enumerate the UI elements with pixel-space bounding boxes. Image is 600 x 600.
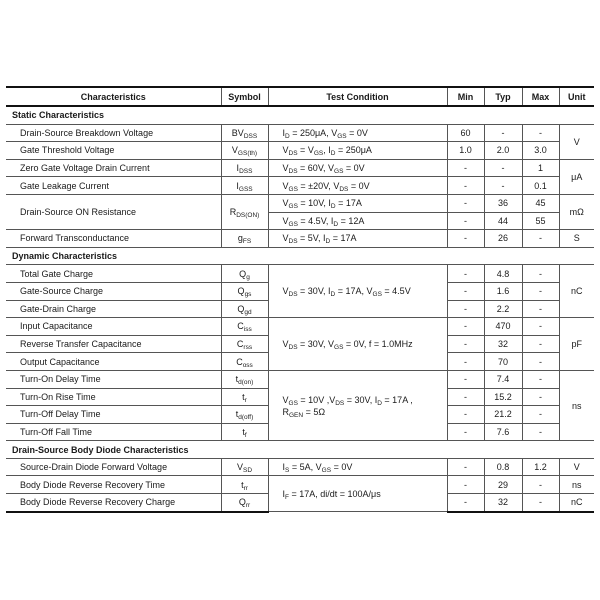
header-max: Max: [522, 87, 559, 106]
unit: pF: [559, 318, 594, 371]
symbol: $g_{FS}$: [221, 230, 268, 248]
typ-value: 0.8: [484, 458, 522, 476]
symbol: $C_{iss}$: [221, 318, 268, 336]
symbol: $I_{GSS}$: [221, 177, 268, 195]
max-value: 3.0: [522, 142, 559, 160]
param-name: Source-Drain Diode Forward Voltage: [6, 458, 221, 476]
param-name: Forward Transconductance: [6, 230, 221, 248]
electrical-characteristics-table: [6, 86, 594, 513]
min-value: -: [447, 423, 484, 441]
unit: μA: [559, 159, 594, 194]
param-name: Gate-Source Charge: [6, 282, 221, 300]
symbol: $C_{oss}$: [221, 353, 268, 371]
param-name: Input Capacitance: [6, 318, 221, 336]
typ-value: 36: [484, 194, 522, 212]
typ-value: 15.2: [484, 388, 522, 406]
symbol: $C_{rss}$: [221, 335, 268, 353]
unit: ns: [559, 476, 594, 494]
symbol: $t_{d(on)}$: [221, 370, 268, 388]
unit: V: [559, 124, 594, 159]
header-test-condition: Test Condition: [268, 87, 447, 106]
min-value: -: [447, 388, 484, 406]
param-name: Total Gate Charge: [6, 265, 221, 283]
row-bvdss: [6, 124, 594, 142]
header-row: [6, 87, 594, 106]
param-name: Drain-Source Breakdown Voltage: [6, 124, 221, 142]
param-name: Reverse Transfer Capacitance: [6, 335, 221, 353]
header-min: Min: [447, 87, 484, 106]
param-name: Body Diode Reverse Recovery Charge: [6, 494, 221, 512]
max-value: -: [522, 406, 559, 424]
header-unit: Unit: [559, 87, 594, 106]
min-value: -: [447, 194, 484, 212]
row-ciss: [6, 318, 594, 336]
section-title: Dynamic Characteristics: [6, 247, 594, 265]
header-characteristics: Characteristics: [6, 87, 221, 106]
param-name: Drain-Source ON Resistance: [6, 194, 221, 229]
max-value: 1.2: [522, 458, 559, 476]
symbol: $Q_{rr}$: [221, 494, 268, 512]
symbol: $t_{rr}$: [221, 476, 268, 494]
typ-value: 7.4: [484, 370, 522, 388]
min-value: -: [447, 318, 484, 336]
section-dynamic: [6, 247, 594, 265]
max-value: -: [522, 282, 559, 300]
param-name: Turn-Off Fall Time: [6, 423, 221, 441]
symbol: $V_{GS(th)}$: [221, 142, 268, 160]
max-value: -: [522, 388, 559, 406]
symbol: $t_{d(off)}$: [221, 406, 268, 424]
min-value: -: [447, 335, 484, 353]
max-value: -: [522, 265, 559, 283]
min-value: -: [447, 494, 484, 512]
row-gfs: [6, 230, 594, 248]
min-value: -: [447, 406, 484, 424]
min-value: -: [447, 458, 484, 476]
unit: nC: [559, 494, 594, 512]
max-value: -: [522, 230, 559, 248]
test-condition: $V_{GS} = \pm 20V$, $V_{DS} = 0V$: [268, 177, 447, 195]
typ-value: 29: [484, 476, 522, 494]
min-value: -: [447, 476, 484, 494]
test-condition: $V_{GS} = 10V$, $I_D = 17A$: [268, 194, 447, 212]
param-name: Turn-On Rise Time: [6, 388, 221, 406]
symbol: $V_{SD}$: [221, 458, 268, 476]
max-value: -: [522, 353, 559, 371]
param-name: Zero Gate Voltage Drain Current: [6, 159, 221, 177]
max-value: -: [522, 423, 559, 441]
test-condition: $I_D = 250\mu A$, $V_{GS} = 0V$: [268, 124, 447, 142]
param-name: Body Diode Reverse Recovery Time: [6, 476, 221, 494]
typ-value: -: [484, 177, 522, 195]
unit: nC: [559, 265, 594, 318]
min-value: -: [447, 353, 484, 371]
symbol: $t_f$: [221, 423, 268, 441]
row-qg: [6, 265, 594, 283]
typ-value: 2.2: [484, 300, 522, 318]
test-condition: $V_{DS} = 5V$, $I_D = 17A$: [268, 230, 447, 248]
row-idss: [6, 159, 594, 177]
unit: V: [559, 458, 594, 476]
test-condition: $I_S = 5A$, $V_{GS} = 0V$: [268, 458, 447, 476]
unit: mΩ: [559, 194, 594, 229]
test-condition: [268, 370, 447, 440]
max-value: 1: [522, 159, 559, 177]
typ-value: 44: [484, 212, 522, 230]
symbol: $I_{DSS}$: [221, 159, 268, 177]
min-value: -: [447, 212, 484, 230]
max-value: 0.1: [522, 177, 559, 195]
test-condition: $V_{DS} = 60V$, $V_{GS} = 0V$: [268, 159, 447, 177]
unit: S: [559, 230, 594, 248]
test-condition: $I_F = 17A$, di/dt = 100A/μs: [268, 476, 447, 512]
typ-value: 1.6: [484, 282, 522, 300]
typ-value: 32: [484, 335, 522, 353]
test-condition: $V_{GS} = 4.5V$, $I_D = 12A$: [268, 212, 447, 230]
max-value: -: [522, 300, 559, 318]
typ-value: 32: [484, 494, 522, 512]
symbol: $BV_{DSS}$: [221, 124, 268, 142]
min-value: -: [447, 159, 484, 177]
typ-value: 70: [484, 353, 522, 371]
header-typ: Typ: [484, 87, 522, 106]
typ-value: 4.8: [484, 265, 522, 283]
typ-value: 2.0: [484, 142, 522, 160]
section-static: [6, 106, 594, 124]
max-value: -: [522, 476, 559, 494]
symbol: $Q_{gd}$: [221, 300, 268, 318]
typ-value: 7.6: [484, 423, 522, 441]
section-title: Drain-Source Body Diode Characteristics: [6, 441, 594, 459]
min-value: -: [447, 177, 484, 195]
param-name: Turn-Off Delay Time: [6, 406, 221, 424]
section-title: Static Characteristics: [6, 106, 594, 124]
param-name: Gate Leakage Current: [6, 177, 221, 195]
min-value: -: [447, 300, 484, 318]
symbol: $R_{DS(ON)}$: [221, 194, 268, 229]
min-value: -: [447, 282, 484, 300]
row-tdon: [6, 370, 594, 388]
min-value: -: [447, 265, 484, 283]
symbol: $Q_{gs}$: [221, 282, 268, 300]
param-name: Output Capacitance: [6, 353, 221, 371]
row-vgsth: [6, 142, 594, 160]
max-value: -: [522, 318, 559, 336]
typ-value: 470: [484, 318, 522, 336]
typ-value: 21.2: [484, 406, 522, 424]
symbol: $Q_g$: [221, 265, 268, 283]
max-value: -: [522, 335, 559, 353]
row-trr: [6, 476, 594, 494]
row-vsd: [6, 458, 594, 476]
test-condition: $V_{DS} = V_{GS}$, $I_D = 250\mu A$: [268, 142, 447, 160]
typ-value: -: [484, 124, 522, 142]
test-condition: $V_{DS} = 30V$, $I_D = 17A$, $V_{GS} = 4.5V$: [268, 265, 447, 318]
section-diode: [6, 441, 594, 459]
typ-value: -: [484, 159, 522, 177]
min-value: -: [447, 370, 484, 388]
param-name: Turn-On Delay Time: [6, 370, 221, 388]
unit: ns: [559, 370, 594, 440]
test-condition-line-1: $V_{GS} = 10V$ $,V_{DS} = 30V$, $I_D = 17A$ ,: [282, 394, 413, 407]
test-condition-line-2: $R_{GEN} = 5\Omega$: [282, 406, 326, 419]
typ-value: 26: [484, 230, 522, 248]
min-value: -: [447, 230, 484, 248]
max-value: -: [522, 124, 559, 142]
header-symbol: Symbol: [221, 87, 268, 106]
symbol: $t_r$: [221, 388, 268, 406]
min-value: 60: [447, 124, 484, 142]
max-value: 55: [522, 212, 559, 230]
test-condition: $V_{DS} = 30V$, $V_{GS} = 0V$, f = 1.0MHz: [268, 318, 447, 371]
param-name: Gate Threshold Voltage: [6, 142, 221, 160]
row-igss: [6, 177, 594, 195]
row-rdson-1: [6, 194, 594, 212]
param-name: Gate-Drain Charge: [6, 300, 221, 318]
max-value: -: [522, 370, 559, 388]
max-value: 45: [522, 194, 559, 212]
min-value: 1.0: [447, 142, 484, 160]
max-value: -: [522, 494, 559, 512]
